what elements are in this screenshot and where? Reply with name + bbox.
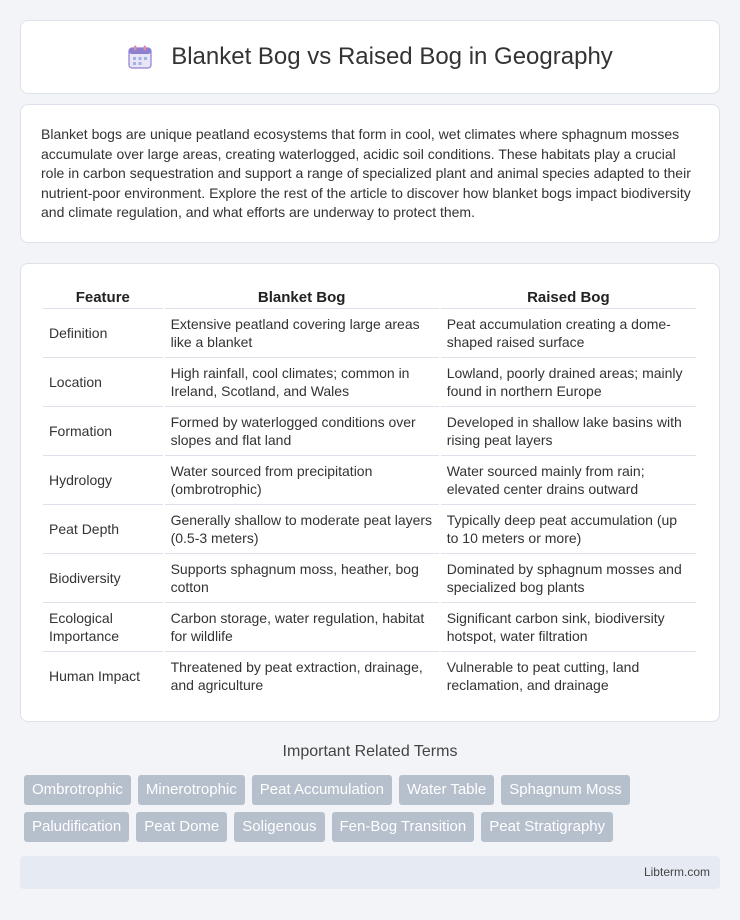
- raised-cell: Water sourced mainly from rain; elevated center drains outward: [441, 455, 696, 504]
- intro-paragraph: Blanket bogs are unique peatland ecosystems that form in cool, wet climates where sphagnum mosses accumulate over large areas, creating waterlogged, acidic soil conditions. These habitats play a crucial role in carbon sequestration and support a range of specialized plant and animal species adapted to their nutrient-poor environment. Explore the rest of the article to discover how blanket bogs impact biodiversity and climate regulation, and what efforts are underway to protect them.: [41, 126, 691, 221]
- related-term-tag[interactable]: Minerotrophic: [138, 775, 245, 805]
- related-term-tag[interactable]: Peat Dome: [136, 812, 227, 842]
- header-raised-bog: Raised Bog: [527, 289, 610, 306]
- header-blanket-bog: Blanket Bog: [257, 289, 346, 306]
- blanket-cell: Threatened by peat extraction, drainage, and agriculture: [165, 651, 439, 700]
- table-header-row: [43, 284, 696, 308]
- raised-cell: Dominated by sphagnum mosses and specialized bog plants: [441, 553, 696, 602]
- footer: [20, 856, 720, 889]
- footer-site-link[interactable]: Libterm.com: [643, 865, 710, 879]
- table-row: [43, 504, 696, 553]
- raised-cell: Peat accumulation creating a dome-shaped raised surface: [441, 308, 696, 357]
- table-row: [43, 406, 696, 455]
- related-term-tag[interactable]: Ombrotrophic: [24, 775, 131, 805]
- related-term-tag[interactable]: Sphagnum Moss: [501, 775, 630, 805]
- related-term-tag[interactable]: Water Table: [399, 775, 494, 805]
- intro-card: [20, 104, 720, 243]
- related-term-tag[interactable]: Soligenous: [234, 812, 324, 842]
- table-row: [43, 455, 696, 504]
- feature-cell: Human Impact: [43, 651, 163, 700]
- raised-cell: Lowland, poorly drained areas; mainly found in northern Europe: [441, 357, 696, 406]
- feature-cell: Biodiversity: [43, 553, 163, 602]
- blanket-cell: High rainfall, cool climates; common in Ireland, Scotland, and Wales: [165, 357, 439, 406]
- related-term-tag[interactable]: Peat Stratigraphy: [481, 812, 613, 842]
- blanket-cell: Generally shallow to moderate peat layers (0.5-3 meters): [165, 504, 439, 553]
- related-term-tag[interactable]: Fen-Bog Transition: [332, 812, 475, 842]
- blanket-cell: Formed by waterlogged conditions over slopes and flat land: [165, 406, 439, 455]
- table-row: [43, 553, 696, 602]
- feature-cell: Ecological Importance: [43, 602, 163, 651]
- feature-cell: Location: [43, 357, 163, 406]
- raised-cell: Typically deep peat accumulation (up to 10 meters or more): [441, 504, 696, 553]
- blanket-cell: Extensive peatland covering large areas like a blanket: [165, 308, 439, 357]
- related-terms-list: [24, 775, 724, 849]
- table-row: [43, 308, 696, 357]
- feature-cell: Hydrology: [43, 455, 163, 504]
- page-title: Blanket Bog vs Raised Bog in Geography: [171, 43, 613, 70]
- table-row: [43, 602, 696, 651]
- feature-cell: Definition: [43, 308, 163, 357]
- comparison-card: [20, 263, 720, 722]
- related-terms-title: Important Related Terms: [282, 743, 458, 760]
- related-term-tag[interactable]: Peat Accumulation: [252, 775, 392, 805]
- blanket-cell: Carbon storage, water regulation, habitat for wildlife: [165, 602, 439, 651]
- table-row: [43, 357, 696, 406]
- raised-cell: Vulnerable to peat cutting, land reclamation, and drainage: [441, 651, 696, 700]
- raised-cell: Developed in shallow lake basins with rising peat layers: [441, 406, 696, 455]
- calendar-icon: [127, 44, 153, 70]
- blanket-cell: Supports sphagnum moss, heather, bog cotton: [165, 553, 439, 602]
- table-row: [43, 651, 696, 700]
- feature-cell: Formation: [43, 406, 163, 455]
- related-term-tag[interactable]: Paludification: [24, 812, 129, 842]
- header-feature: Feature: [75, 289, 130, 306]
- title-card: [20, 20, 720, 94]
- blanket-cell: Water sourced from precipitation (ombrotrophic): [165, 455, 439, 504]
- raised-cell: Significant carbon sink, biodiversity hotspot, water filtration: [441, 602, 696, 651]
- comparison-table: [41, 284, 698, 700]
- feature-cell: Peat Depth: [43, 504, 163, 553]
